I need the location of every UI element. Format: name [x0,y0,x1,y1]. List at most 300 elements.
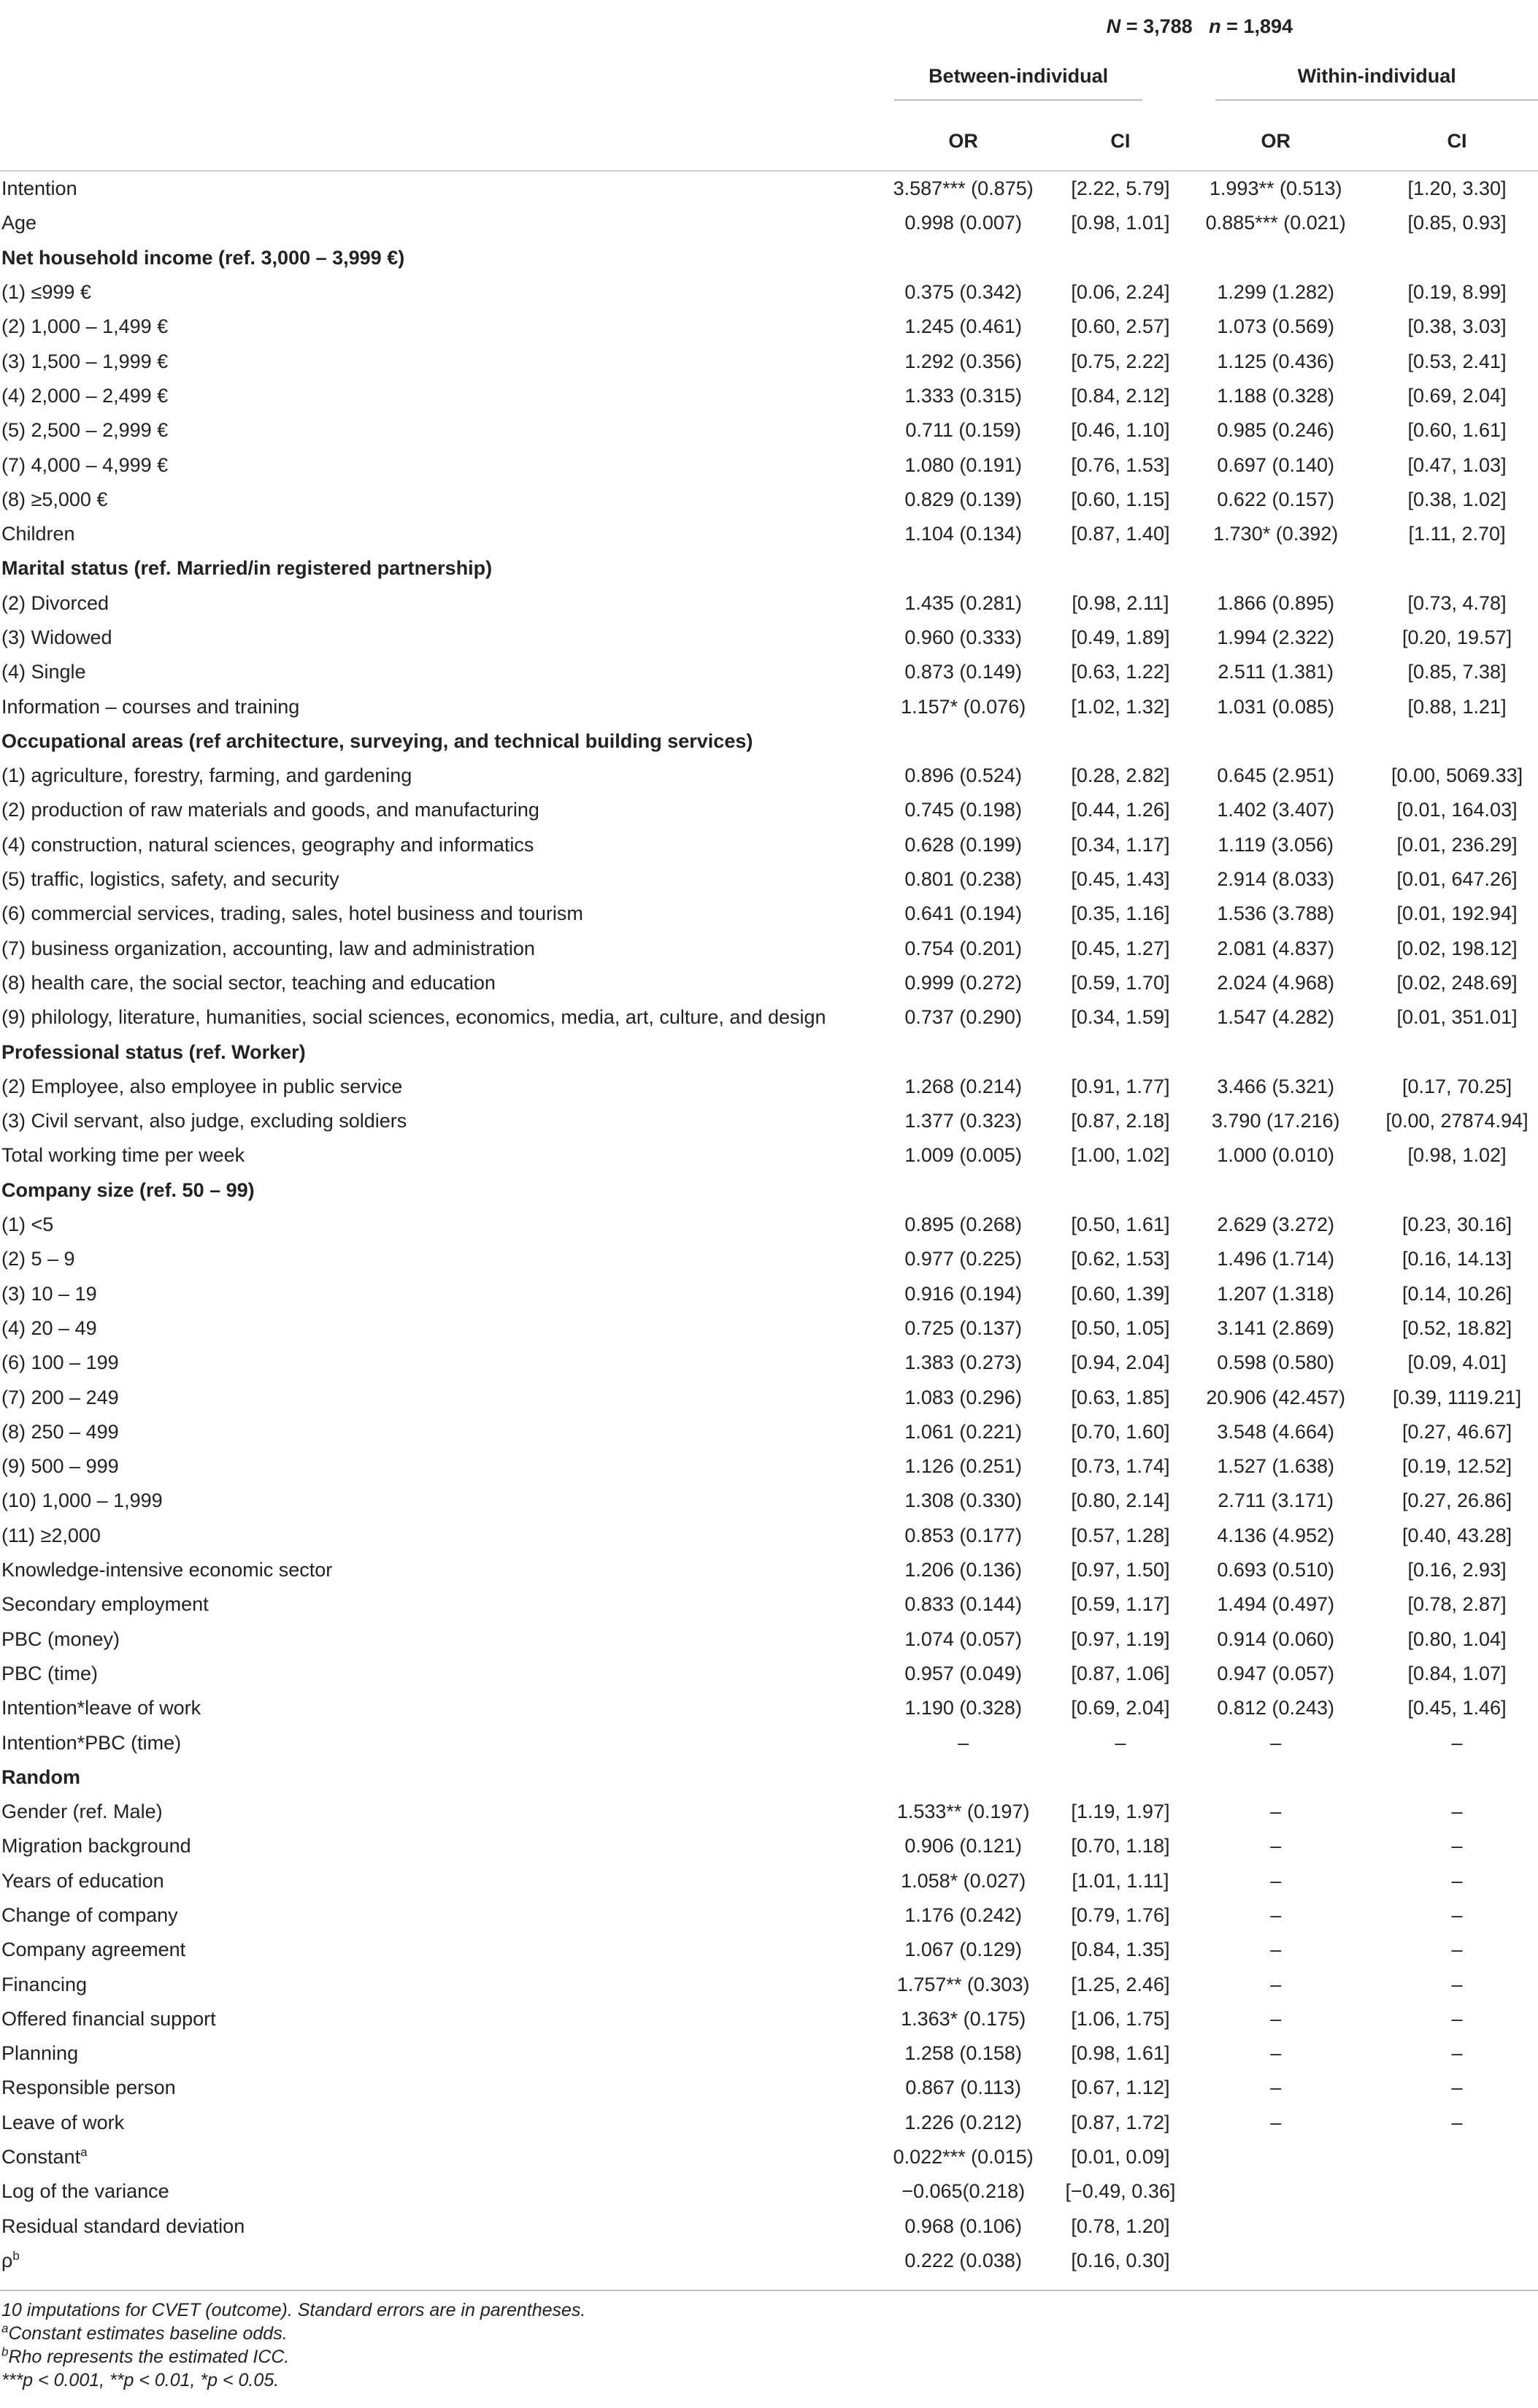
within-or-cell [1175,2209,1376,2244]
within-ci-cell: [0.01, 164.03] [1396,799,1518,821]
within-ci-cell: [0.19, 8.99] [1407,281,1507,304]
table-row [0,966,1538,1000]
row-label: Residual standard deviation [1,2215,245,2237]
table-row [0,759,1538,793]
table-row [0,2244,1538,2278]
within-or-cell: 0.947 (0.057) [1217,1662,1335,1684]
within-ci-cell: [0.52, 18.82] [1401,1316,1512,1339]
between-or-cell: 1.245 (0.461) [904,315,1022,338]
between-ci-cell: [1.25, 2.46] [1071,1973,1170,1995]
table-row [0,206,1538,240]
between-ci-cell: [0.76, 1.53] [1071,453,1170,476]
table-row [0,2106,1538,2140]
table-row [0,897,1538,931]
within-or-cell: 2.629 (3.272) [1217,1213,1335,1236]
within-ci-cell: [0.01, 192.94] [1396,902,1518,925]
row-label: Constant$^a$ [1,2145,88,2169]
table-row [0,1000,1538,1035]
within-ci-cell: [0.98, 1.02] [1407,1144,1507,1167]
within-or-cell [1175,724,1376,759]
within-or-cell: 3.141 (2.869) [1217,1316,1335,1339]
between-or-cell: 1.157* (0.076) [901,695,1026,718]
row-label: Leave of work [1,2111,125,2133]
within-or-cell: 1.994 (2.322) [1217,626,1335,648]
between-ci-cell: [0.87, 1.06] [1071,1662,1170,1684]
within-ci-cell: [0.09, 4.01] [1407,1351,1507,1374]
table-row [0,241,1538,275]
within-ci-cell: [0.69, 2.04] [1407,384,1507,407]
row-label: (3) 1,500 – 1,999 € [1,350,169,372]
table-row [0,1760,1538,1795]
between-or-cell: 1.268 (0.214) [904,1075,1022,1097]
within-or-cell: – [1270,2042,1282,2065]
between-ci-cell: [0.45, 1.43] [1071,868,1170,891]
within-or-cell: – [1270,1939,1282,1961]
table-row [0,828,1538,862]
within-or-cell [1175,241,1376,275]
between-or-cell: 1.067 (0.129) [904,1939,1022,1961]
between-ci-cell: [0.67, 1.12] [1071,2077,1170,2099]
between-or-cell: 1.104 (0.134) [904,523,1022,545]
table-row [0,724,1538,759]
within-ci-cell: – [1451,1835,1463,1857]
between-ci-cell: [0.59, 1.70] [1071,971,1170,994]
between-ci-header: CI [1065,112,1175,171]
between-ci-cell: [0.50, 1.61] [1071,1213,1170,1236]
column-header-row [0,112,1538,171]
within-ci-cell: [0.16, 14.13] [1401,1248,1512,1270]
between-ci-cell [1065,1173,1175,1208]
row-label: (5) traffic, logistics, safety, and security [1,868,339,891]
within-or-cell: 1.993** (0.513) [1209,177,1342,200]
row-label: (2) 5 – 9 [1,1248,75,1270]
between-ci-cell: [0.87, 2.18] [1071,1110,1170,1132]
row-label: (8) 250 – 499 [1,1420,119,1443]
within-ci-cell: [0.01, 236.29] [1396,833,1518,856]
within-ci-cell [1376,241,1538,275]
within-ci-cell: [0.01, 647.26] [1396,868,1518,891]
within-or-cell: 1.536 (3.788) [1217,902,1335,925]
between-or-cell: 1.308 (0.330) [904,1489,1022,1512]
within-or-cell: 0.645 (2.951) [1217,764,1335,787]
table-row [0,1519,1538,1553]
between-or-cell: 1.206 (0.136) [904,1559,1022,1581]
between-ci-cell [1065,1035,1175,1069]
between-or-cell: 1.363* (0.175) [901,2007,1026,2030]
between-or-cell: 0.873 (0.149) [904,661,1022,683]
table-row [0,689,1538,724]
between-ci-cell: [0.70, 1.18] [1071,1835,1170,1857]
within-ci-cell: [0.19, 12.52] [1401,1455,1512,1478]
table-row [0,517,1538,551]
table-row [0,1691,1538,1725]
within-or-cell: 1.000 (0.010) [1217,1144,1335,1167]
table-row [0,344,1538,378]
between-or-cell: 1.258 (0.158) [904,2042,1022,2065]
between-or-cell: 1.292 (0.356) [904,350,1022,372]
between-or-cell: 0.968 (0.106) [904,2215,1022,2237]
within-or-cell: 1.125 (0.436) [1217,350,1335,372]
table-row [0,1104,1538,1138]
row-label: (4) 20 – 49 [1,1316,97,1339]
table-row [0,1208,1538,1242]
within-ci-cell: [0.80, 1.04] [1407,1627,1507,1650]
between-or-cell: 1.377 (0.323) [904,1110,1022,1132]
between-ci-cell [1065,724,1175,759]
row-label: Information – courses and training [1,695,300,718]
row-label: (2) Employee, also employee in public service [1,1075,403,1097]
between-ci-cell: [0.62, 1.53] [1071,1248,1170,1270]
row-label: (6) 100 – 199 [1,1351,119,1374]
within-ci-cell: [0.73, 4.78] [1407,591,1507,614]
row-label: Log of the variance [1,2180,169,2203]
table-row [0,655,1538,689]
between-ci-cell: [0.63, 1.85] [1071,1386,1170,1408]
row-label: (7) 4,000 – 4,999 € [1,453,169,476]
between-ci-cell: [0.97, 1.50] [1071,1559,1170,1581]
between-individual-header: Between-individual [861,53,1176,112]
section-heading: Company size (ref. 50 – 99) [1,1178,255,1201]
row-label: Age [1,212,37,234]
between-or-cell: 0.895 (0.268) [904,1213,1022,1236]
between-ci-cell: [1.06, 1.75] [1071,2007,1170,2030]
between-or-cell: 0.853 (0.177) [904,1524,1022,1546]
within-or-cell: 3.790 (17.216) [1211,1110,1340,1132]
footnote-imputations: 10 imputations for CVET (outcome). Standard errors are in parentheses. [1,2300,586,2320]
row-label: (4) construction, natural sciences, geography and informatics [1,833,534,856]
row-label: (1) ≤999 € [1,281,91,304]
table-row [0,413,1538,448]
between-or-cell: 0.801 (0.238) [904,868,1022,891]
within-or-cell: 20.906 (42.457) [1206,1386,1346,1408]
between-or-cell [861,1035,1066,1069]
within-ci-cell: [1.20, 3.30] [1407,177,1507,200]
row-label: Knowledge-intensive economic sector [1,1559,333,1581]
between-or-cell: 0.977 (0.225) [904,1248,1022,1270]
between-ci-cell: [0.60, 1.15] [1071,488,1170,510]
between-ci-cell: [0.46, 1.10] [1071,419,1170,442]
footnote-rho: $^b$Rho represents the estimated ICC. [1,2344,290,2367]
table-row [0,2174,1538,2209]
table-row [0,1933,1538,1967]
table-row [0,2140,1538,2174]
between-or-cell [861,1173,1066,1208]
within-ci-cell [1376,1760,1538,1795]
section-heading: Random [1,1765,80,1788]
within-or-cell: 0.885*** (0.021) [1205,212,1346,234]
within-individual-header: Within-individual [1175,53,1538,112]
within-ci-cell: – [1451,1869,1463,1892]
between-or-cell: 1.333 (0.315) [904,384,1022,407]
row-label: (11) ≥2,000 [1,1524,101,1546]
between-or-cell [861,241,1066,275]
row-label: $\rho^b$ [1,2248,20,2271]
between-or-cell: 0.998 (0.007) [904,212,1022,234]
between-ci-cell: [0.34, 1.59] [1071,1006,1170,1029]
between-or-cell: 1.058* (0.027) [901,1869,1026,1892]
between-ci-cell: [0.70, 1.60] [1071,1420,1170,1443]
within-ci-cell: [0.16, 2.93] [1407,1559,1507,1581]
within-or-cell: – [1270,1869,1282,1892]
table-row [0,1346,1538,1380]
within-or-cell: 1.547 (4.282) [1217,1006,1335,1029]
within-or-cell: 2.081 (4.837) [1217,937,1335,959]
between-or-cell: 1.383 (0.273) [904,1351,1022,1374]
within-or-cell: 2.914 (8.033) [1217,868,1335,891]
between-or-cell: 0.906 (0.121) [904,1835,1022,1857]
between-ci-cell: [0.73, 1.74] [1071,1455,1170,1478]
between-ci-cell: [0.78, 1.20] [1071,2215,1170,2237]
row-label: Planning [1,2042,79,2065]
within-ci-cell: [0.39, 1119.21] [1392,1386,1522,1408]
between-or-cell [861,1760,1066,1795]
row-label: Responsible person [1,2077,176,2099]
within-or-cell: – [1270,1903,1282,1926]
within-or-cell [1175,2140,1376,2174]
between-ci-cell: [2.22, 5.79] [1071,177,1170,200]
row-label: Intention*leave of work [1,1697,201,1719]
table-row [0,2002,1538,2036]
group-header-row [0,53,1538,112]
within-ci-cell [1376,724,1538,759]
between-or-cell: 1.757** (0.303) [896,1973,1030,1995]
within-or-cell: 1.299 (1.282) [1217,281,1335,304]
within-or-cell: 1.031 (0.085) [1217,695,1335,718]
table-row [0,1657,1538,1691]
table-row [0,1829,1538,1863]
footnotes [1,2298,585,2392]
row-label: (5) 2,500 – 2,999 € [1,419,169,442]
between-or-cell: 0.867 (0.113) [905,2077,1021,2099]
within-or-cell: – [1270,1973,1282,1995]
row-label: (3) 10 – 19 [1,1282,97,1305]
within-ci-cell [1376,2209,1538,2244]
within-or-cell: – [1270,1835,1282,1857]
within-ci-cell: [0.78, 2.87] [1407,1593,1507,1616]
between-ci-cell: [1.02, 1.32] [1071,695,1170,718]
between-ci-cell: [0.98, 2.11] [1072,591,1169,614]
within-ci-cell: [1.11, 2.70] [1408,523,1506,545]
within-ci-cell [1376,2174,1538,2209]
within-ci-cell: – [1451,2007,1463,2030]
footnote-significance: ***p < 0.001, **p < 0.01, *p < 0.05. [1,2370,280,2390]
between-or-cell: – [958,1731,969,1754]
within-or-cell: 1.188 (0.328) [1217,384,1335,407]
table-row [0,310,1538,344]
within-ci-cell [1376,1173,1538,1208]
table-row [0,448,1538,482]
within-ci-cell [1376,2244,1538,2278]
table-row [0,862,1538,897]
within-or-cell [1175,1173,1376,1208]
between-or-cell [861,551,1066,586]
row-label: (4) Single [1,661,86,683]
between-or-cell: 1.080 (0.191) [904,453,1022,476]
within-or-cell: 2.024 (4.968) [1217,971,1335,994]
within-ci-cell [1376,1035,1538,1069]
between-or-cell: 1.435 (0.281) [904,591,1022,614]
sample-size-label: N = 3,788 n = 1,894 [1106,15,1293,37]
within-or-cell [1175,2244,1376,2278]
row-label: (7) 200 – 249 [1,1386,119,1408]
within-ci-cell: – [1451,2111,1463,2133]
between-ci-cell [1065,241,1175,275]
table-row [0,171,1538,206]
within-or-cell: 0.914 (0.060) [1217,1627,1335,1650]
within-or-cell: 1.866 (0.895) [1217,591,1335,614]
between-or-cell: 1.226 (0.212) [904,2111,1022,2133]
between-or-cell: 0.960 (0.333) [904,626,1022,648]
within-ci-cell: [0.27, 46.67] [1401,1420,1512,1443]
between-or-cell: 0.896 (0.524) [904,764,1022,787]
within-or-cell [1175,1035,1376,1069]
within-ci-cell: – [1451,1731,1463,1754]
between-or-cell: 1.533** (0.197) [896,1801,1030,1823]
between-ci-cell: [0.59, 1.17] [1071,1593,1170,1616]
within-ci-cell: – [1451,2042,1463,2065]
between-ci-cell: [0.87, 1.40] [1071,523,1170,545]
within-or-cell: 1.119 (3.056) [1218,833,1334,856]
row-label: (9) philology, literature, humanities, social sciences, economics, media, art, culture, and design [1,1006,826,1029]
between-ci-cell: [0.45, 1.27] [1071,937,1170,959]
within-ci-cell: [0.84, 1.07] [1407,1662,1507,1684]
between-or-cell: 0.999 (0.272) [904,971,1022,994]
between-ci-cell [1065,551,1175,586]
row-label: (2) production of raw materials and goods, and manufacturing [1,799,539,821]
within-ci-cell: – [1451,1801,1463,1823]
between-ci-cell: [0.84, 1.35] [1071,1939,1170,1961]
within-ci-cell [1376,2140,1538,2174]
between-or-header: OR [861,112,1066,171]
table-row [0,1587,1538,1622]
row-label: Company agreement [1,1939,186,1961]
within-or-cell: 2.711 (3.171) [1218,1489,1334,1512]
within-or-cell [1175,2174,1376,2209]
row-label: (2) 1,000 – 1,499 € [1,315,169,338]
between-or-cell: 0.737 (0.290) [904,1006,1022,1029]
row-label: (9) 500 – 999 [1,1455,119,1478]
row-label: Migration background [1,1835,191,1857]
within-ci-cell: [0.85, 7.38] [1407,661,1507,683]
table-row [0,1173,1538,1208]
within-or-cell [1175,551,1376,586]
within-ci-cell: [0.20, 19.57] [1401,626,1512,648]
table-row [0,1277,1538,1311]
within-ci-cell: [0.01, 351.01] [1396,1006,1518,1029]
between-ci-cell: [0.35, 1.16] [1071,902,1170,925]
between-ci-cell: [0.87, 1.72] [1071,2111,1170,2133]
between-or-cell: 0.725 (0.137) [904,1316,1022,1339]
table-row [0,1622,1538,1656]
table-row [0,932,1538,966]
within-ci-cell: [0.47, 1.03] [1407,453,1507,476]
within-ci-cell: [0.02, 248.69] [1396,971,1518,994]
within-ci-cell: – [1451,2077,1463,2099]
row-label: (4) 2,000 – 2,499 € [1,384,169,407]
within-or-cell: 1.730* (0.392) [1213,523,1339,545]
table-row [0,2071,1538,2105]
row-label: Intention*PBC (time) [1,1731,182,1754]
row-label: (8) ≥5,000 € [1,488,108,510]
table-row [0,2209,1538,2244]
sample-size-header-row [0,0,1538,53]
within-or-cell: 1.527 (1.638) [1217,1455,1335,1478]
within-ci-cell: [0.00, 27874.94] [1385,1110,1529,1132]
between-ci-cell: [0.91, 1.77] [1071,1075,1170,1097]
between-ci-cell: [1.19, 1.97] [1071,1801,1170,1823]
row-label: PBC (money) [1,1627,120,1650]
row-label: (1) <5 [1,1213,54,1236]
within-or-cell: 0.622 (0.157) [1217,488,1335,510]
within-ci-cell: [0.00, 5069.33] [1391,764,1523,787]
between-or-cell: 0.222 (0.038) [904,2249,1022,2271]
table-row [0,1242,1538,1276]
between-or-cell: 0.829 (0.139) [904,488,1022,510]
row-label: Financing [1,1973,88,1995]
between-ci-cell: – [1115,1731,1126,1754]
between-ci-cell: [0.01, 0.09] [1071,2146,1170,2169]
between-ci-cell: [0.63, 1.22] [1071,661,1170,683]
within-or-cell: 3.466 (5.321) [1217,1075,1335,1097]
within-or-cell: 2.511 (1.381) [1218,661,1334,683]
within-ci-cell: [0.40, 43.28] [1401,1524,1512,1546]
between-or-cell: 1.190 (0.328) [904,1697,1022,1719]
within-or-cell: 0.812 (0.243) [1217,1697,1335,1719]
row-label: (2) Divorced [1,591,109,614]
between-or-cell: 1.176 (0.242) [904,1903,1022,1926]
row-label: Offered financial support [1,2007,216,2030]
within-or-header: OR [1175,112,1376,171]
row-label: Secondary employment [1,1593,209,1616]
within-or-cell: 1.496 (1.714) [1217,1248,1335,1270]
within-or-cell: 1.494 (0.497) [1217,1593,1335,1616]
table-row [0,1967,1538,2001]
table-row [0,621,1538,655]
table-row [0,1898,1538,1933]
between-ci-cell [1065,1760,1175,1795]
between-or-cell: 0.641 (0.194) [904,902,1022,925]
within-or-cell: 0.693 (0.510) [1217,1559,1335,1581]
footnote-constant: $^a$Constant estimates baseline odds. [1,2321,288,2344]
within-ci-cell: [0.45, 1.46] [1407,1697,1507,1719]
table-row [0,1449,1538,1484]
between-or-cell: 0.375 (0.342) [904,281,1022,304]
between-ci-cell: [0.97, 1.19] [1071,1627,1170,1650]
within-or-cell: 0.697 (0.140) [1217,453,1335,476]
between-ci-cell: [0.49, 1.89] [1071,626,1170,648]
within-ci-cell: [0.88, 1.21] [1407,695,1507,718]
within-or-cell: – [1270,2007,1282,2030]
table-row [0,1864,1538,1898]
row-label: Total working time per week [1,1144,245,1167]
between-ci-cell: [0.60, 2.57] [1071,315,1170,338]
row-label: (8) health care, the social sector, teaching and education [1,971,496,994]
between-ci-cell: [0.50, 1.05] [1071,1316,1170,1339]
section-heading: Professional status (ref. Worker) [1,1040,306,1063]
within-or-cell: – [1270,1731,1282,1754]
row-label: (6) commercial services, trading, sales, hotel business and tourism [1,902,583,925]
between-or-cell: 1.126 (0.251) [904,1455,1022,1478]
table-row [0,1035,1538,1069]
row-label: (1) agriculture, forestry, farming, and gardening [1,764,412,787]
row-label: (3) Civil servant, also judge, excluding soldiers [1,1110,407,1132]
row-label: Gender (ref. Male) [1,1801,163,1823]
between-or-cell: 1.083 (0.296) [904,1386,1022,1408]
between-ci-cell: [0.16, 0.30] [1071,2249,1170,2271]
row-label: Intention [1,177,77,200]
within-ci-cell: – [1451,1903,1463,1926]
between-or-cell: 0.916 (0.194) [904,1282,1022,1305]
